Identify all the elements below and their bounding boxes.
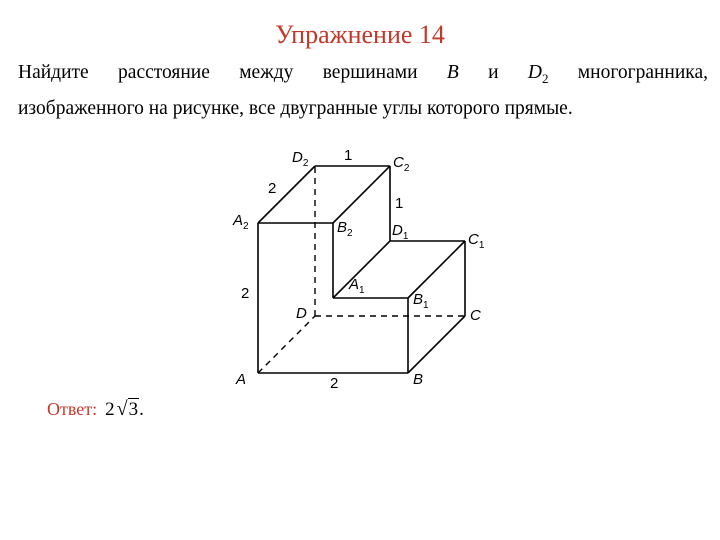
edge-length-labels xyxy=(241,147,403,392)
length-aa2: 2 xyxy=(241,285,250,302)
edge-b2c2 xyxy=(333,166,390,223)
answer-label: Ответ: xyxy=(47,399,98,419)
edge-ad-hidden xyxy=(258,316,315,373)
answer-radicand: 3 xyxy=(128,399,139,420)
problem-text-1: Найдите расстояние между вершинами xyxy=(18,62,447,83)
exercise-title: Упражнение 14 xyxy=(275,20,445,49)
sqrt-expression xyxy=(117,398,139,421)
edge-bc xyxy=(408,316,465,373)
label-c2: $C_2$ xyxy=(393,154,410,174)
sqrt-icon: √ xyxy=(116,398,128,420)
label-c1: $C_1$ xyxy=(468,231,485,251)
edge-a2d2 xyxy=(258,166,315,223)
length-ab: 2 xyxy=(330,375,339,392)
edge-b1c1 xyxy=(408,241,465,298)
vertex-b-ref: B xyxy=(446,62,459,83)
answer-block xyxy=(47,398,144,421)
polyhedron-edges xyxy=(258,166,465,373)
answer-period: . xyxy=(139,399,144,420)
problem-line-2: изображенного на рисунке, все двугранные углы которого прямые. xyxy=(18,97,573,119)
answer-coefficient: 2 xyxy=(105,399,115,420)
answer-value xyxy=(105,398,144,421)
problem-text-3: многогранника, xyxy=(548,62,709,83)
length-d2c2: 1 xyxy=(344,147,353,164)
length-a2d2: 2 xyxy=(268,180,277,197)
label-c: C xyxy=(470,307,481,324)
label-b1: $B_1$ xyxy=(413,291,429,311)
label-b: B xyxy=(413,371,424,388)
problem-text-2: и xyxy=(458,62,528,83)
label-d2: $D_2$ xyxy=(292,149,309,169)
vertex-d2-ref: D xyxy=(527,62,542,83)
label-b2: $B_2$ xyxy=(337,219,353,239)
label-a2: $A_2$ xyxy=(233,212,249,232)
label-d1: $D_1$ xyxy=(392,222,409,242)
label-d: D xyxy=(296,305,307,322)
label-a: A xyxy=(236,371,247,388)
label-a1: $A_1$ xyxy=(349,276,365,296)
vertex-d2-sub: 2 xyxy=(541,70,549,86)
length-c2d1: 1 xyxy=(395,195,404,212)
